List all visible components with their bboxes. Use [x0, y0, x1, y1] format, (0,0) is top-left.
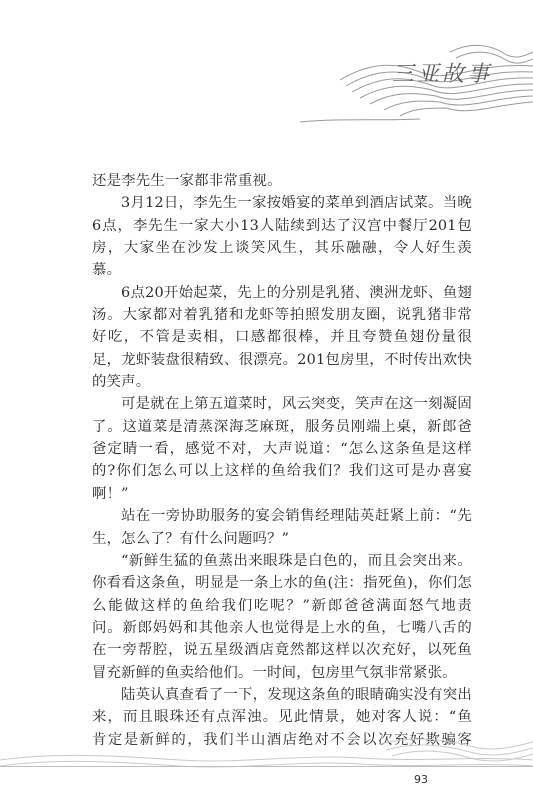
- text-line: 来，而且眼珠还有点浑浊。见此情景，她对客人说：“鱼: [92, 709, 472, 726]
- footer-rule: [0, 766, 533, 767]
- text-line: 冒充新鲜的鱼卖给他们。一时间，包房里气氛非常紧张。: [92, 664, 457, 681]
- text-line: 陆英认真查看了一下，发现这条鱼的眼睛确实没有突出: [121, 686, 472, 703]
- text-line: 了。这道菜是清蒸深海芝麻斑，服务员刚端上桌，新郎爸: [92, 418, 472, 435]
- text-line: 生，怎么了？有什么问题吗？”: [92, 530, 290, 547]
- text-line: 还是李先生一家都非常重视。: [92, 173, 282, 189]
- text-line: 可是就在上第五道菜时，风云突变，笑声在这一刻凝固: [121, 396, 472, 413]
- text-line: 房，大家坐在沙发上谈笑风生，其乐融融，令人好生羡: [92, 240, 472, 257]
- text-line: 汤。大家都对着乳猪和龙虾等拍照发朋友圈，说乳猪非常: [92, 307, 472, 324]
- text-line: 6点20开始起菜，先上的分别是乳猪、澳洲龙虾、鱼翅: [121, 284, 472, 301]
- text-line: 问。新郎妈妈和其他亲人也觉得是上水的鱼，七嘴八舌的: [92, 619, 472, 636]
- text-line: 你看看这条鱼，明显是一条上水的鱼(注：指死鱼)，你们怎: [92, 575, 472, 592]
- text-line: 好吃，不管是卖相，口感都很棒，并且夸赞鱼翅份量很: [92, 329, 472, 346]
- text-line: 足，龙虾装盘很精致、很漂亮。201包房里，不时传出欢快: [92, 351, 472, 368]
- text-line: 么能做这样的鱼给我们吃呢？”新郎爸爸满面怒气地责: [92, 597, 472, 614]
- text-line: 肯定是新鲜的，我们半山酒店绝对不会以次充好欺骗客: [92, 731, 472, 748]
- footer-wave-ornament: [0, 730, 533, 790]
- text-line: 慕。: [92, 262, 122, 279]
- text-line: 的笑声。: [92, 374, 151, 391]
- header-title: 三亚故事: [392, 62, 493, 87]
- text-line: 啊！”: [92, 485, 129, 502]
- text-line: 3月12日，李先生一家按婚宴的菜单到酒店试菜。当晚: [121, 195, 472, 212]
- text-line: 爸定睛一看，感觉不对，大声说道：“怎么这条鱼是这样: [92, 441, 472, 458]
- page-number: 93: [414, 773, 428, 786]
- text-line: 6点，李先生一家大小13人陆续到达了汉宫中餐厅201包: [92, 217, 472, 234]
- text-line: 在一旁帮腔，说五星级酒店竟然都这样以次充好，以死鱼: [92, 642, 472, 659]
- text-line: “新鲜生猛的鱼蒸出来眼珠是白色的，而且会突出来。: [121, 552, 472, 569]
- body-text: [92, 170, 472, 751]
- text-line: 的?你们怎么可以上这样的鱼给我们？我们这可是办喜宴: [92, 463, 472, 480]
- text-line: 站在一旁协助服务的宴会销售经理陆英赶紧上前：“先: [121, 508, 472, 525]
